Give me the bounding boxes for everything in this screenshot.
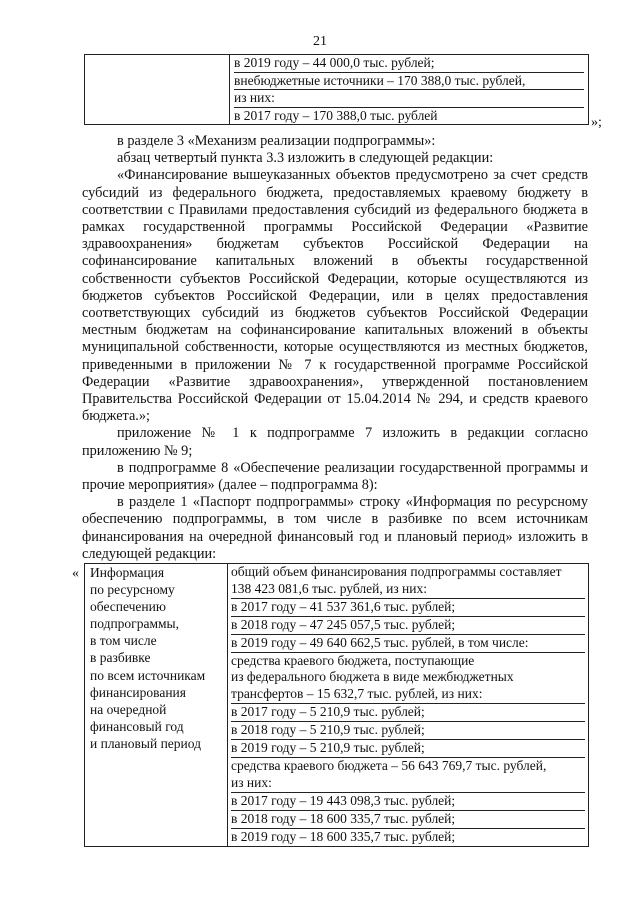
- table-line: внебюджетные источники – 170 388,0 тыс. рублей,: [234, 73, 584, 91]
- paragraph: в разделе 3 «Механизм реализации подпрограммы»:: [117, 133, 436, 149]
- table-line: средства краевого бюджета – 56 643 769,7 тыс. рублей,: [231, 757, 547, 773]
- paragraph: в разделе 1 «Паспорт подпрограммы» строку «Информация по ресурсному обеспечению подпрограммы, в том числе в разбивке по всем источникам финансирования на очередной финансовый год и плановый период» изложить в следующей редакции:: [82, 494, 588, 562]
- table-line: из них:: [234, 90, 584, 108]
- table-line: в 2019 году – 5 210,9 тыс. рублей;: [231, 740, 585, 758]
- passport-table: [84, 563, 589, 847]
- table-line: в 2017 году – 170 388,0 тыс. рублей: [234, 107, 438, 123]
- table-line: в разбивке: [90, 650, 151, 666]
- table-line: из федерального бюджета в виде межбюджетных: [231, 669, 514, 685]
- table-cell-right: [228, 564, 589, 847]
- table-line: в 2017 году – 5 210,9 тыс. рублей;: [231, 704, 585, 722]
- table-row: [85, 564, 589, 847]
- table-line: в том числе: [90, 633, 157, 649]
- table-cell-left: [85, 564, 228, 847]
- table-line: Информация: [90, 565, 165, 580]
- table-line: средства краевого бюджета, поступающие: [231, 652, 475, 668]
- table-line: общий объем финансирования подпрограммы составляет: [231, 564, 562, 579]
- body-text: [82, 133, 588, 563]
- table-line: в 2019 году – 18 600 335,7 тыс. рублей;: [231, 828, 456, 844]
- table-line: в 2019 году – 49 640 662,5 тыс. рублей, в том числе:: [231, 635, 585, 653]
- table-line: по ресурсному: [90, 582, 175, 598]
- table-line: подпрограммы,: [90, 616, 179, 632]
- table-line: обеспечению: [90, 599, 166, 615]
- page-number: 21: [313, 34, 327, 49]
- table-line: в 2018 году – 5 210,9 тыс. рублей;: [231, 722, 585, 740]
- table-line: 138 423 081,6 тыс. рублей, из них:: [231, 581, 585, 599]
- table-line: и плановый период: [90, 735, 201, 751]
- open-quote: «: [72, 566, 79, 581]
- table-line: из них:: [231, 775, 585, 793]
- table-line: в 2019 году – 44 000,0 тыс. рублей;: [234, 55, 584, 73]
- paragraph: приложение № 1 к подпрограмме 7 изложить в редакции согласно приложению № 9;: [82, 425, 588, 459]
- paragraph: в подпрограмме 8 «Обеспечение реализации государственной программы и прочие мероприятия» (далее – подпрограмма 8):: [82, 459, 588, 494]
- closing-quote: »;: [591, 115, 602, 130]
- table-line: финансирования: [90, 684, 186, 700]
- table-line: в 2018 году – 18 600 335,7 тыс. рублей;: [231, 811, 585, 829]
- top-table: [84, 54, 589, 125]
- table-line: в 2018 году – 47 245 057,5 тыс. рублей;: [231, 617, 585, 635]
- table-line: трансфертов – 15 632,7 тыс. рублей, из них:: [231, 686, 585, 704]
- table-cell-right: [230, 55, 589, 125]
- paragraph: абзац четвертый пункта 3.3 изложить в следующей редакции:: [117, 150, 494, 167]
- paragraph: «Финансирование вышеуказанных объектов предусмотрено за счет средств субсидий из федерального бюджета, предоставляемых краевому бюджету в соответствии с Правилами предоставления субсидий из федерального бюджета в рамках государственной программы Российской Федерации «Развитие здравоохранения» бюджетам субъектов Российской Федерации на софинансирование капитальных вложений в объекты государственной собственности субъектов Российской Федерации, которые осуществляются из бюджетов субъектов Российской Федерации, или в целях предоставления соответствующих субсидий из бюджетов субъектов Российской Федерации местным бюджетам на софинансирование капитальных вложений в объекты муниципальной собственности, которые осуществляются из местных бюджетов, приведенными в приложении № 7 к государственной программе Российской Федерации «Развитие здравоохранения», утвержденной постановлением Правительства Российской Федерации от 15.04.2014 № 294, и средств краевого бюджета.»;: [82, 167, 588, 425]
- table-cell-left: [85, 55, 230, 125]
- table-line: в 2017 году – 41 537 361,6 тыс. рублей;: [231, 599, 585, 617]
- table-line: по всем источникам: [90, 667, 206, 683]
- table-line: на очередной: [90, 701, 167, 717]
- table-row: [85, 55, 589, 125]
- table-line: в 2017 году – 19 443 098,3 тыс. рублей;: [231, 793, 585, 811]
- table-line: финансовый год: [90, 718, 184, 734]
